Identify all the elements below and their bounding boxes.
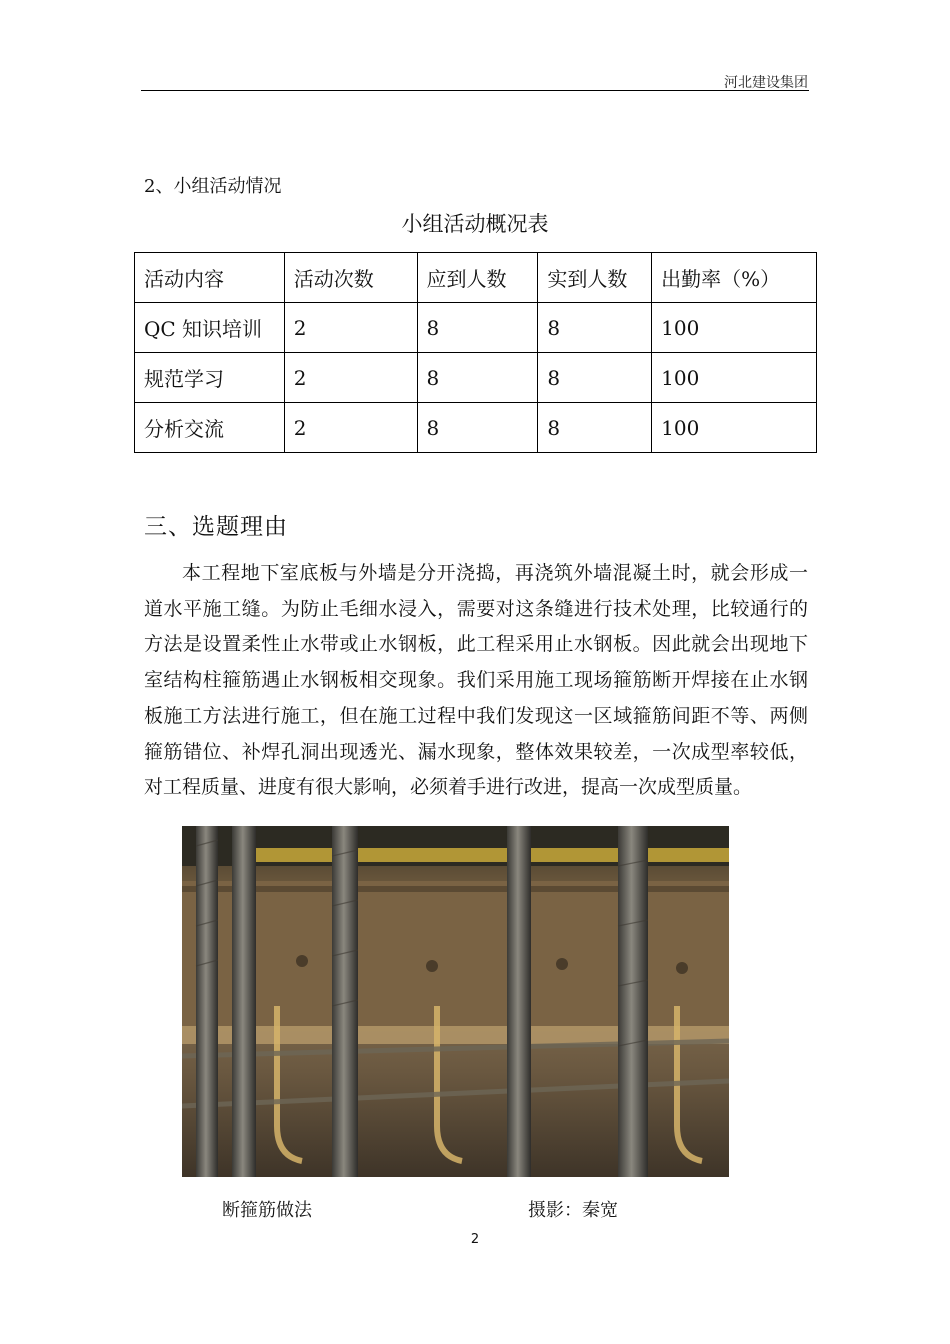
table-cell: 2 — [284, 353, 417, 403]
table-header-cell: 活动次数 — [284, 253, 417, 303]
section-2-title: 2、小组活动情况 — [144, 176, 282, 197]
header-divider — [141, 90, 809, 91]
section-3-body — [144, 556, 808, 806]
table-cell: 8 — [538, 403, 652, 453]
table-cell: 分析交流 — [135, 403, 285, 453]
table-cell: 8 — [538, 353, 652, 403]
table-header-cell: 实到人数 — [538, 253, 652, 303]
table-title: 小组活动概况表 — [401, 212, 549, 236]
table-cell: 2 — [284, 303, 417, 353]
reason-paragraph: 本工程地下室底板与外墙是分开浇捣，再浇筑外墙混凝土时，就会形成一道水平施工缝。为防止毛细水浸入，需要对这条缝进行技术处理，比较通行的方法是设置柔性止水带或止水钢板，此工程采用止水钢板。因此就会出现地下室结构柱箍筋遇止水钢板相交现象。我们采用施工现场箍筋断开焊接在止水钢板施工方法进行施工，但在施工过程中我们发现这一区域箍筋间距不等、两侧箍筋错位、补焊孔洞出现透光、漏水现象，整体效果较差，一次成型率较低，对工程质量、进度有很大影响，必须着手进行改进，提高一次成型质量。 — [144, 562, 808, 799]
table-cell: 8 — [417, 353, 538, 403]
table-cell: 100 — [652, 353, 817, 403]
table-cell: 100 — [652, 303, 817, 353]
rebar-photo-illustration — [182, 826, 729, 1177]
photo-caption-right: 摄影：秦宽 — [528, 1200, 618, 1221]
page-number: 2 — [470, 1232, 480, 1247]
table-cell: 2 — [284, 403, 417, 453]
table-header-cell: 应到人数 — [417, 253, 538, 303]
table-cell: 8 — [417, 303, 538, 353]
section-3-title: 三、选题理由 — [144, 514, 288, 540]
table-cell: 8 — [538, 303, 652, 353]
table-header-row — [135, 253, 817, 303]
table-header-cell: 出勤率（%） — [652, 253, 817, 303]
activity-summary-table — [134, 252, 817, 453]
table-cell: 8 — [417, 403, 538, 453]
table-row — [135, 353, 817, 403]
table-header-cell: 活动内容 — [135, 253, 285, 303]
table-row — [135, 403, 817, 453]
table-row — [135, 303, 817, 353]
table-cell: 100 — [652, 403, 817, 453]
photo-caption-left: 断箍筋做法 — [222, 1200, 312, 1221]
table-cell: 规范学习 — [135, 353, 285, 403]
rebar-photo — [182, 826, 729, 1177]
page-header-org: 河北建设集团 — [724, 75, 808, 91]
table-cell: QC 知识培训 — [135, 303, 285, 353]
